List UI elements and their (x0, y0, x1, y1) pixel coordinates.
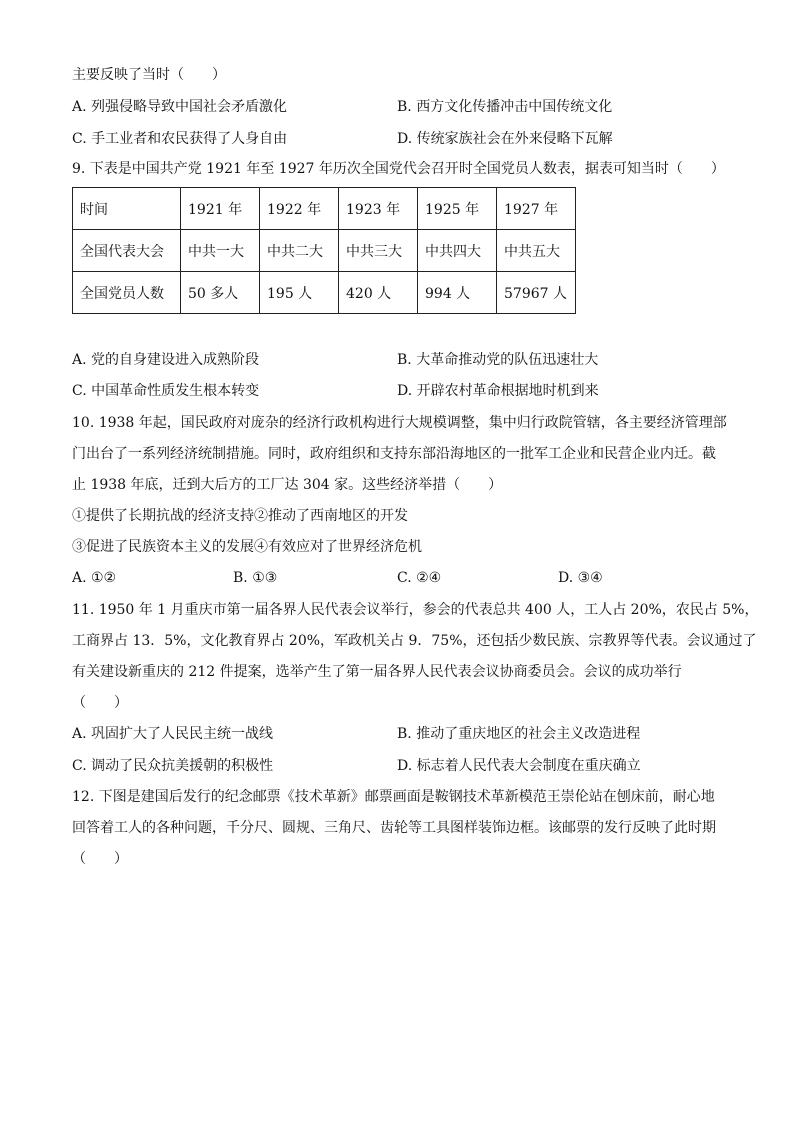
table-cell: 1923 年 (339, 188, 418, 230)
q11-line-1: 11. 1950 年 1 月重庆市第一届各界人民代表会议举行，参会的代表总共 400 人，工人占 20%，农民占 5%， (72, 602, 759, 618)
q12-line-1: 12. 下图是建国后发行的纪念邮票《技术革新》邮票画面是鞍钢技术革新模范王崇伦站在刨床前，耐心地 (72, 789, 715, 805)
q10-line-3: 止 1938 年底，迁到大后方的工厂达 304 家。这些经济举措（ ） (72, 477, 503, 493)
q10-option-b: B. ①③ (233, 570, 278, 586)
q8-option-d: D. 传统家族社会在外来侵略下瓦解 (397, 131, 613, 147)
q11-option-d: D. 标志着人民代表大会制度在重庆确立 (397, 758, 641, 774)
q10-option-c: C. ②④ (397, 570, 442, 586)
q8-option-a: A. 列强侵略导致中国社会矛盾激化 (72, 99, 288, 115)
table-row (73, 230, 576, 272)
q10-line-1: 10. 1938 年起，国民政府对庞杂的经济行政机构进行大规模调整，集中归行政院管辖，各主要经济管理部 (72, 415, 727, 431)
table-cell: 中共二大 (260, 230, 339, 272)
table-row (73, 272, 576, 314)
table-cell: 1921 年 (181, 188, 260, 230)
q8-option-c: C. 手工业者和农民获得了人身自由 (72, 131, 288, 147)
table-row (73, 188, 576, 230)
table-cell: 57967 人 (497, 272, 576, 314)
party-members-table (72, 187, 576, 314)
q9-option-b: B. 大革命推动党的队伍迅速壮大 (397, 352, 599, 368)
q9-option-a: A. 党的自身建设进入成熟阶段 (72, 352, 260, 368)
q8-stem-tail: 主要反映了当时（ ） (72, 67, 226, 83)
q10-option-a: A. ①② (72, 570, 117, 586)
q11-option-b: B. 推动了重庆地区的社会主义改造进程 (397, 726, 641, 742)
table-cell: 1927 年 (497, 188, 576, 230)
table-cell: 全国代表大会 (73, 230, 181, 272)
q8-option-b: B. 西方文化传播冲击中国传统文化 (397, 99, 613, 115)
q11-option-c: C. 调动了民众抗美援朝的积极性 (72, 758, 274, 774)
q11-line-3: 有关建设新重庆的 212 件提案，选举产生了第一届各界人民代表会议协商委员会。会议的成功举行 (72, 664, 682, 680)
q11-line-2: 工商界占 13．5%，文化教育界占 20%，军政机关占 9．75%，还包括少数民族、宗教界等代表。会议通过了 (72, 633, 757, 649)
q9-option-c: C. 中国革命性质发生根本转变 (72, 383, 260, 399)
table-cell: 全国党员人数 (73, 272, 181, 314)
q11-option-a: A. 巩固扩大了人民民主统一战线 (72, 726, 274, 742)
table-cell: 195 人 (260, 272, 339, 314)
table-cell: 中共三大 (339, 230, 418, 272)
q10-line-4: ①提供了长期抗战的经济支持②推动了西南地区的开发 (72, 508, 408, 524)
q10-line-5: ③促进了民族资本主义的发展④有效应对了世界经济危机 (72, 539, 422, 555)
q10-option-d: D. ③④ (558, 570, 603, 586)
q12-line-2: 回答着工人的各种问题，千分尺、圆规、三角尺、齿轮等工具图样装饰边框。该邮票的发行反映了此时期 (72, 820, 716, 836)
q9-stem: 9. 下表是中国共产党 1921 年至 1927 年历次全国党代会召开时全国党员人数表，据表可知当时（ ） (72, 161, 725, 177)
q11-line-4: （ ） (72, 695, 128, 711)
q9-option-d: D. 开辟农村革命根据地时机到来 (397, 383, 599, 399)
table-cell: 1925 年 (418, 188, 497, 230)
table-cell: 中共五大 (497, 230, 576, 272)
table-cell: 50 多人 (181, 272, 260, 314)
table-cell: 1922 年 (260, 188, 339, 230)
table-cell: 中共一大 (181, 230, 260, 272)
table-cell: 时间 (73, 188, 181, 230)
table-cell: 420 人 (339, 272, 418, 314)
q10-line-2: 门出台了一系列经济统制措施。同时，政府组织和支持东部沿海地区的一批军工企业和民营企业内迁。截 (72, 446, 716, 462)
table-cell: 994 人 (418, 272, 497, 314)
table-cell: 中共四大 (418, 230, 497, 272)
q12-line-3: （ ） (72, 851, 128, 867)
